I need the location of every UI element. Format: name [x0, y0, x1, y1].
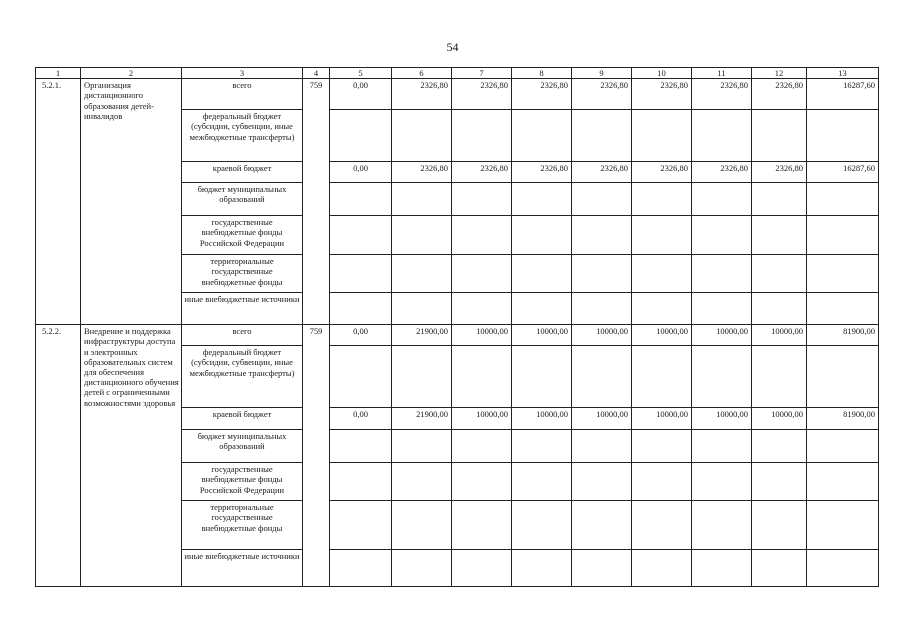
amount-cell: [807, 183, 879, 216]
amount-cell: [512, 550, 572, 587]
amount-cell: [692, 430, 752, 463]
amount-cell: [752, 216, 807, 255]
amount-cell: 16287,60: [807, 162, 879, 183]
amount-cell: 81900,00: [807, 408, 879, 430]
amount-cell: 2326,80: [392, 79, 452, 110]
amount-cell: 2326,80: [572, 79, 632, 110]
funding-source: федеральный бюджет (субсидии, субвенции, иные межбюджетные трансферты): [182, 346, 303, 408]
amount-cell: [632, 255, 692, 293]
amount-cell: [807, 293, 879, 325]
amount-cell: [692, 110, 752, 162]
amount-cell: [692, 293, 752, 325]
amount-cell: [692, 550, 752, 587]
amount-cell: [452, 550, 512, 587]
measure-name: Внедрение и поддержка инфраструктуры доступа и электронных образовательных систем для обеспечения дистанционного обучения детей с ограниченными возможностями здоровья: [81, 325, 182, 587]
amount-cell: [632, 183, 692, 216]
amount-cell: 10000,00: [692, 408, 752, 430]
amount-cell: [512, 463, 572, 501]
amount-cell: [330, 183, 392, 216]
funding-source: бюджет муниципальных образований: [182, 430, 303, 463]
amount-cell: [330, 550, 392, 587]
amount-cell: [512, 183, 572, 216]
amount-cell: [512, 293, 572, 325]
amount-cell: [807, 430, 879, 463]
amount-cell: [692, 255, 752, 293]
amount-cell: [752, 255, 807, 293]
amount-cell: [807, 501, 879, 550]
header-cell-8: 8: [512, 68, 572, 79]
amount-cell: [752, 346, 807, 408]
amount-cell: [512, 346, 572, 408]
amount-cell: [572, 110, 632, 162]
amount-cell: [572, 550, 632, 587]
amount-cell: [512, 110, 572, 162]
amount-cell: [807, 255, 879, 293]
amount-cell: 16287,60: [807, 79, 879, 110]
amount-cell: 10000,00: [752, 408, 807, 430]
amount-cell: [572, 255, 632, 293]
amount-cell: [452, 501, 512, 550]
amount-cell: [452, 293, 512, 325]
table-row: [36, 79, 879, 110]
amount-cell: [692, 463, 752, 501]
amount-cell: [392, 293, 452, 325]
amount-cell: [572, 346, 632, 408]
amount-cell: [452, 110, 512, 162]
amount-cell: 10000,00: [632, 408, 692, 430]
amount-cell: [632, 110, 692, 162]
amount-cell: [692, 183, 752, 216]
amount-cell: [632, 346, 692, 408]
amount-cell: [752, 550, 807, 587]
header-cell-1: 1: [36, 68, 81, 79]
amount-cell: [752, 501, 807, 550]
amount-cell: [330, 110, 392, 162]
amount-cell: [572, 463, 632, 501]
amount-cell: 21900,00: [392, 408, 452, 430]
amount-cell: [572, 501, 632, 550]
amount-cell: [452, 255, 512, 293]
header-cell-6: 6: [392, 68, 452, 79]
amount-cell: 2326,80: [692, 79, 752, 110]
funding-source: бюджет муниципальных образований: [182, 183, 303, 216]
amount-cell: 2326,80: [452, 162, 512, 183]
amount-cell: [392, 430, 452, 463]
amount-cell: 0,00: [330, 79, 392, 110]
page-number: 54: [446, 40, 459, 54]
amount-cell: 2326,80: [512, 79, 572, 110]
amount-cell: [807, 550, 879, 587]
amount-cell: [572, 430, 632, 463]
amount-cell: [330, 346, 392, 408]
grbs-code: 759: [303, 325, 330, 587]
amount-cell: [452, 463, 512, 501]
header-cell-5: 5: [330, 68, 392, 79]
amount-cell: 2326,80: [572, 162, 632, 183]
amount-cell: 2326,80: [512, 162, 572, 183]
funding-source: иные внебюджетные источники: [182, 550, 303, 587]
amount-cell: 0,00: [330, 325, 392, 346]
amount-cell: 2326,80: [752, 79, 807, 110]
header-cell-11: 11: [692, 68, 752, 79]
funding-source: краевой бюджет: [182, 408, 303, 430]
amount-cell: [632, 293, 692, 325]
amount-cell: [692, 501, 752, 550]
amount-cell: [692, 346, 752, 408]
amount-cell: [392, 550, 452, 587]
amount-cell: 21900,00: [392, 325, 452, 346]
amount-cell: 2326,80: [452, 79, 512, 110]
amount-cell: [392, 216, 452, 255]
amount-cell: [632, 550, 692, 587]
amount-cell: [330, 216, 392, 255]
amount-cell: [632, 430, 692, 463]
amount-cell: [392, 183, 452, 216]
header-cell-12: 12: [752, 68, 807, 79]
amount-cell: 0,00: [330, 408, 392, 430]
amount-cell: [632, 463, 692, 501]
header-cell-4: 4: [303, 68, 330, 79]
amount-cell: 10000,00: [692, 325, 752, 346]
amount-cell: [452, 183, 512, 216]
amount-cell: [330, 501, 392, 550]
funding-source: всего: [182, 325, 303, 346]
measure-name: Организация дистанционного образования детей-инвалидов: [81, 79, 182, 325]
funding-source: государственные внебюджетные фонды Российской Федерации: [182, 463, 303, 501]
measure-code: 5.2.1.: [36, 79, 81, 325]
header-cell-3: 3: [182, 68, 303, 79]
amount-cell: [752, 430, 807, 463]
funding-source: иные внебюджетные источники: [182, 293, 303, 325]
header-cell-7: 7: [452, 68, 512, 79]
amount-cell: 2326,80: [632, 79, 692, 110]
header-cell-2: 2: [81, 68, 182, 79]
amount-cell: 81900,00: [807, 325, 879, 346]
amount-cell: 2326,80: [632, 162, 692, 183]
amount-cell: [752, 183, 807, 216]
amount-cell: 10000,00: [752, 325, 807, 346]
amount-cell: 10000,00: [452, 325, 512, 346]
amount-cell: [752, 110, 807, 162]
amount-cell: [512, 216, 572, 255]
amount-cell: 10000,00: [512, 408, 572, 430]
amount-cell: [632, 216, 692, 255]
amount-cell: [807, 463, 879, 501]
funding-source: территориальные государственные внебюджетные фонды: [182, 255, 303, 293]
amount-cell: [392, 463, 452, 501]
amount-cell: 10000,00: [632, 325, 692, 346]
header-row: [36, 68, 879, 79]
amount-cell: [452, 430, 512, 463]
amount-cell: [752, 463, 807, 501]
amount-cell: [392, 346, 452, 408]
amount-cell: [392, 255, 452, 293]
budget-table: [35, 67, 879, 587]
measure-code: 5.2.2.: [36, 325, 81, 587]
amount-cell: [752, 293, 807, 325]
amount-cell: 2326,80: [692, 162, 752, 183]
amount-cell: 10000,00: [572, 408, 632, 430]
amount-cell: [632, 501, 692, 550]
funding-source: всего: [182, 79, 303, 110]
funding-source: краевой бюджет: [182, 162, 303, 183]
amount-cell: [330, 293, 392, 325]
amount-cell: 2326,80: [752, 162, 807, 183]
amount-cell: [330, 430, 392, 463]
amount-cell: [330, 463, 392, 501]
amount-cell: 10000,00: [512, 325, 572, 346]
table-row: [36, 325, 879, 346]
amount-cell: [572, 216, 632, 255]
funding-source: федеральный бюджет (субсидии, субвенции, иные межбюджетные трансферты): [182, 110, 303, 162]
amount-cell: [392, 110, 452, 162]
amount-cell: [512, 501, 572, 550]
grbs-code: 759: [303, 79, 330, 325]
amount-cell: [807, 110, 879, 162]
amount-cell: [692, 216, 752, 255]
amount-cell: [572, 293, 632, 325]
amount-cell: [807, 216, 879, 255]
amount-cell: 0,00: [330, 162, 392, 183]
amount-cell: [512, 430, 572, 463]
amount-cell: [392, 501, 452, 550]
amount-cell: [452, 216, 512, 255]
funding-source: территориальные государственные внебюджетные фонды: [182, 501, 303, 550]
header-cell-10: 10: [632, 68, 692, 79]
amount-cell: [330, 255, 392, 293]
amount-cell: [512, 255, 572, 293]
amount-cell: [452, 346, 512, 408]
amount-cell: [807, 346, 879, 408]
header-cell-9: 9: [572, 68, 632, 79]
header-cell-13: 13: [807, 68, 879, 79]
funding-source: государственные внебюджетные фонды Российской Федерации: [182, 216, 303, 255]
amount-cell: 10000,00: [452, 408, 512, 430]
amount-cell: 10000,00: [572, 325, 632, 346]
amount-cell: [572, 183, 632, 216]
amount-cell: 2326,80: [392, 162, 452, 183]
